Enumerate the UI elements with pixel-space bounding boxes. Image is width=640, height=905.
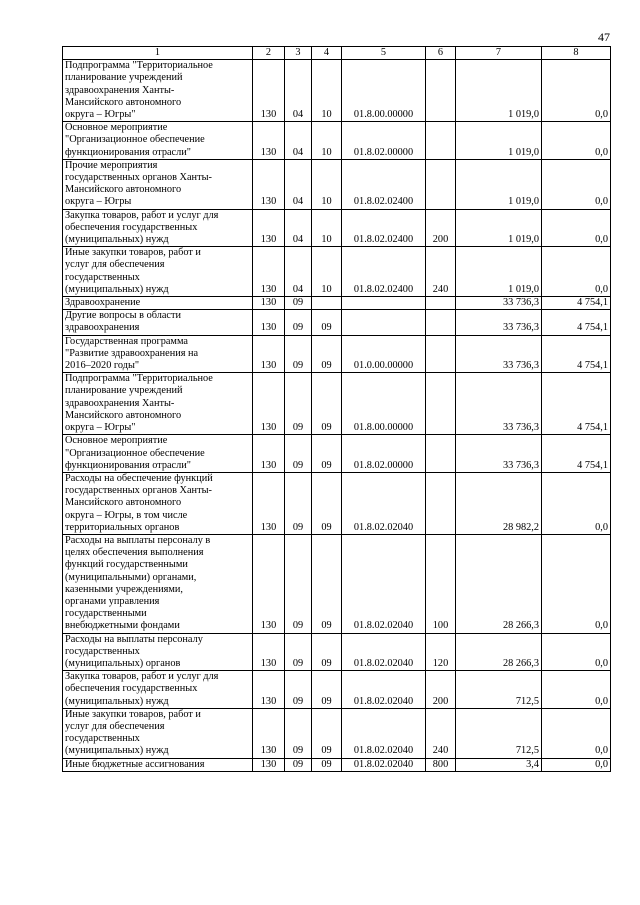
section-cell: 09	[285, 297, 312, 310]
admin-code-cell: 130	[253, 671, 285, 709]
row-name-cell: Закупка товаров, работ и услуг для обеспечения государственных (муниципальных) нужд	[63, 209, 253, 247]
subsection-cell: 09	[312, 472, 342, 534]
target-article-cell: 01.8.02.02040	[342, 708, 426, 758]
admin-code-cell: 130	[253, 297, 285, 310]
table-row	[63, 708, 611, 758]
subsection-cell: 10	[312, 60, 342, 122]
subvention-amount-cell: 4 754,1	[542, 335, 611, 373]
row-name-cell: Иные закупки товаров, работ и услуг для обеспечения государственных (муниципальных) нужд	[63, 247, 253, 297]
amount-cell: 33 736,3	[456, 335, 542, 373]
admin-code-cell: 130	[253, 209, 285, 247]
column-header: 5	[342, 47, 426, 60]
column-header: 1	[63, 47, 253, 60]
page-number: 47	[598, 30, 610, 44]
table-row	[63, 335, 611, 373]
row-name-cell: Расходы на выплаты персоналу государственных (муниципальных) органов	[63, 633, 253, 671]
target-article-cell: 01.0.00.00000	[342, 335, 426, 373]
target-article-cell: 01.8.02.02400	[342, 209, 426, 247]
expense-type-cell: 240	[426, 247, 456, 297]
expense-type-cell: 240	[426, 708, 456, 758]
target-article-cell: 01.8.02.02040	[342, 633, 426, 671]
subvention-amount-cell: 0,0	[542, 534, 611, 633]
amount-cell: 3,4	[456, 758, 542, 771]
target-article-cell: 01.8.00.00000	[342, 373, 426, 435]
amount-cell: 33 736,3	[456, 435, 542, 473]
expense-type-cell	[426, 373, 456, 435]
subsection-cell: 09	[312, 310, 342, 335]
table-row	[63, 373, 611, 435]
admin-code-cell: 130	[253, 159, 285, 209]
amount-cell: 1 019,0	[456, 159, 542, 209]
row-name-cell: Подпрограмма "Территориальное планирование учреждений здравоохранения Ханты- Мансийского автономного округа – Югры"	[63, 60, 253, 122]
row-name-cell: Основное мероприятие "Организационное обеспечение функционирования отрасли"	[63, 122, 253, 160]
section-cell: 09	[285, 708, 312, 758]
column-header: 2	[253, 47, 285, 60]
subvention-amount-cell: 4 754,1	[542, 297, 611, 310]
table-header-row	[63, 47, 611, 60]
table-row	[63, 534, 611, 633]
section-cell: 09	[285, 472, 312, 534]
amount-cell: 33 736,3	[456, 373, 542, 435]
row-name-cell: Другие вопросы в области здравоохранения	[63, 310, 253, 335]
subsection-cell: 09	[312, 435, 342, 473]
target-article-cell: 01.8.02.02400	[342, 159, 426, 209]
admin-code-cell: 130	[253, 435, 285, 473]
table-row	[63, 435, 611, 473]
row-name-cell: Подпрограмма "Территориальное планирование учреждений здравоохранения Ханты- Мансийского автономного округа – Югры"	[63, 373, 253, 435]
section-cell: 04	[285, 159, 312, 209]
subsection-cell	[312, 297, 342, 310]
subsection-cell: 09	[312, 708, 342, 758]
subvention-amount-cell: 0,0	[542, 159, 611, 209]
expense-type-cell: 100	[426, 534, 456, 633]
admin-code-cell: 130	[253, 472, 285, 534]
amount-cell: 1 019,0	[456, 60, 542, 122]
table-row	[63, 60, 611, 122]
table-row	[63, 122, 611, 160]
admin-code-cell: 130	[253, 633, 285, 671]
section-cell: 09	[285, 435, 312, 473]
expense-type-cell	[426, 435, 456, 473]
subvention-amount-cell: 0,0	[542, 633, 611, 671]
subsection-cell: 09	[312, 633, 342, 671]
amount-cell: 712,5	[456, 708, 542, 758]
target-article-cell: 01.8.00.00000	[342, 60, 426, 122]
amount-cell: 33 736,3	[456, 297, 542, 310]
section-cell: 09	[285, 373, 312, 435]
expense-type-cell	[426, 297, 456, 310]
table-row	[63, 758, 611, 771]
admin-code-cell: 130	[253, 335, 285, 373]
target-article-cell: 01.8.02.00000	[342, 122, 426, 160]
subvention-amount-cell: 4 754,1	[542, 373, 611, 435]
admin-code-cell: 130	[253, 708, 285, 758]
expense-type-cell	[426, 472, 456, 534]
row-name-cell: Основное мероприятие "Организационное обеспечение функционирования отрасли"	[63, 435, 253, 473]
subsection-cell: 10	[312, 122, 342, 160]
column-header: 4	[312, 47, 342, 60]
row-name-cell: Расходы на выплаты персоналу в целях обеспечения выполнения функций государственными (муниципальными) органами, казенными учреждениями, органами управления государственными внебюджетными фондами	[63, 534, 253, 633]
expense-type-cell: 200	[426, 671, 456, 709]
admin-code-cell: 130	[253, 310, 285, 335]
subvention-amount-cell: 0,0	[542, 472, 611, 534]
amount-cell: 28 266,3	[456, 534, 542, 633]
subvention-amount-cell: 0,0	[542, 758, 611, 771]
section-cell: 04	[285, 122, 312, 160]
subvention-amount-cell: 4 754,1	[542, 310, 611, 335]
amount-cell: 33 736,3	[456, 310, 542, 335]
column-header: 7	[456, 47, 542, 60]
subsection-cell: 09	[312, 758, 342, 771]
section-cell: 04	[285, 209, 312, 247]
subvention-amount-cell: 4 754,1	[542, 435, 611, 473]
section-cell: 09	[285, 758, 312, 771]
section-cell: 09	[285, 633, 312, 671]
expense-type-cell: 800	[426, 758, 456, 771]
subvention-amount-cell: 0,0	[542, 122, 611, 160]
subvention-amount-cell: 0,0	[542, 708, 611, 758]
section-cell: 09	[285, 335, 312, 373]
expense-type-cell	[426, 335, 456, 373]
expense-type-cell	[426, 122, 456, 160]
table-row	[63, 297, 611, 310]
table-body	[63, 60, 611, 772]
target-article-cell: 01.8.02.02400	[342, 247, 426, 297]
subsection-cell: 10	[312, 247, 342, 297]
target-article-cell: 01.8.02.00000	[342, 435, 426, 473]
amount-cell: 1 019,0	[456, 209, 542, 247]
table-row	[63, 310, 611, 335]
subsection-cell: 09	[312, 671, 342, 709]
table-row	[63, 633, 611, 671]
target-article-cell: 01.8.02.02040	[342, 534, 426, 633]
amount-cell: 1 019,0	[456, 122, 542, 160]
expense-type-cell: 120	[426, 633, 456, 671]
row-name-cell: Прочие мероприятия государственных органов Ханты- Мансийского автономного округа – Югры	[63, 159, 253, 209]
amount-cell: 28 982,2	[456, 472, 542, 534]
target-article-cell	[342, 297, 426, 310]
section-cell: 04	[285, 60, 312, 122]
admin-code-cell: 130	[253, 373, 285, 435]
admin-code-cell: 130	[253, 758, 285, 771]
table-row	[63, 209, 611, 247]
expense-type-cell: 200	[426, 209, 456, 247]
section-cell: 09	[285, 310, 312, 335]
amount-cell: 1 019,0	[456, 247, 542, 297]
subvention-amount-cell: 0,0	[542, 209, 611, 247]
admin-code-cell: 130	[253, 247, 285, 297]
column-header: 6	[426, 47, 456, 60]
admin-code-cell: 130	[253, 534, 285, 633]
table-row	[63, 472, 611, 534]
section-cell: 04	[285, 247, 312, 297]
section-cell: 09	[285, 534, 312, 633]
subvention-amount-cell: 0,0	[542, 247, 611, 297]
subvention-amount-cell: 0,0	[542, 60, 611, 122]
subvention-amount-cell: 0,0	[542, 671, 611, 709]
amount-cell: 28 266,3	[456, 633, 542, 671]
admin-code-cell: 130	[253, 122, 285, 160]
subsection-cell: 09	[312, 373, 342, 435]
column-header: 3	[285, 47, 312, 60]
table-row	[63, 671, 611, 709]
table-row	[63, 159, 611, 209]
subsection-cell: 10	[312, 209, 342, 247]
subsection-cell: 09	[312, 335, 342, 373]
row-name-cell: Государственная программа "Развитие здравоохранения на 2016–2020 годы"	[63, 335, 253, 373]
row-name-cell: Здравоохранение	[63, 297, 253, 310]
amount-cell: 712,5	[456, 671, 542, 709]
expense-type-cell	[426, 60, 456, 122]
subsection-cell: 10	[312, 159, 342, 209]
target-article-cell: 01.8.02.02040	[342, 472, 426, 534]
target-article-cell	[342, 310, 426, 335]
expense-type-cell	[426, 310, 456, 335]
row-name-cell: Иные бюджетные ассигнования	[63, 758, 253, 771]
admin-code-cell: 130	[253, 60, 285, 122]
row-name-cell: Иные закупки товаров, работ и услуг для обеспечения государственных (муниципальных) нужд	[63, 708, 253, 758]
row-name-cell: Закупка товаров, работ и услуг для обеспечения государственных (муниципальных) нужд	[63, 671, 253, 709]
row-name-cell: Расходы на обеспечение функций государственных органов Ханты- Мансийского автономного округа – Югры, в том числе территориальных органов	[63, 472, 253, 534]
table-row	[63, 247, 611, 297]
section-cell: 09	[285, 671, 312, 709]
column-header: 8	[542, 47, 611, 60]
budget-table	[62, 46, 611, 772]
target-article-cell: 01.8.02.02040	[342, 758, 426, 771]
subsection-cell: 09	[312, 534, 342, 633]
target-article-cell: 01.8.02.02040	[342, 671, 426, 709]
expense-type-cell	[426, 159, 456, 209]
